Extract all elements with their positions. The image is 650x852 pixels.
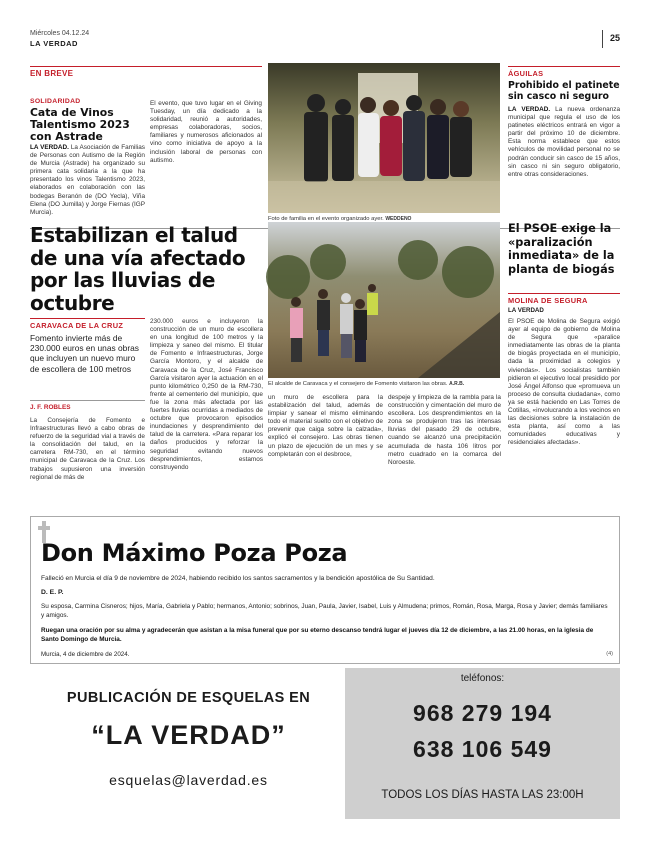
main-headline: Estabilizan el talud de una vía afectado por las lluvias de octubre bbox=[30, 223, 246, 315]
ad-left-panel bbox=[32, 668, 345, 819]
event-caption-text: Foto de familia en el evento organizado ayer. bbox=[268, 216, 384, 222]
esquelas-ad bbox=[32, 668, 620, 819]
esquela-ref: (4) bbox=[606, 651, 613, 657]
esquela-rip: D. E. P. bbox=[41, 589, 64, 596]
obras-photo bbox=[268, 222, 500, 378]
event-photo bbox=[268, 63, 500, 213]
esquela-box bbox=[30, 516, 620, 664]
esquela-ruegan: Ruegan una oración por su alma y agradecerán que asistan a la misa funeral que por su eterno descanso tendrá lugar el jueves día 12 de diciembre, a las 21.00 horas, en la iglesia de Santo Domingo de Murcia. bbox=[41, 627, 594, 643]
ad-phones-label: teléfonos: bbox=[460, 673, 505, 684]
obras-photo-caption bbox=[268, 381, 500, 387]
aguilas-rule bbox=[508, 66, 620, 67]
esquela-name: Don Máximo Poza Poza bbox=[41, 539, 348, 567]
ad-phone2[interactable]: 638 106 549 bbox=[413, 736, 552, 762]
solidaridad-title: Cata de Vinos Talentismo 2023 con Astrade bbox=[30, 106, 130, 143]
aguilas-byline: LA VERDAD. bbox=[508, 106, 551, 113]
ad-phone1[interactable]: 968 279 194 bbox=[413, 700, 552, 726]
main-col3: un muro de escollera para la estabilización del talud, además de limpiar y sanear el mismo eliminando todo el material suelto con el objetivo de prevenir que caiga sobre la calzada», explicó el consejero. Las obras tienen un plazo de ejecución de un mes y se completarán con el desbroce, bbox=[268, 394, 383, 458]
ad-right-panel bbox=[345, 668, 620, 819]
aguilas-body-block bbox=[508, 106, 620, 202]
en-breve-label: EN BREVE bbox=[30, 69, 74, 78]
solidaridad-byline: LA VERDAD. bbox=[30, 144, 69, 151]
page-number: 25 bbox=[610, 33, 621, 43]
event-photo-image bbox=[268, 63, 500, 213]
aguilas-kicker: ÁGUILAS bbox=[508, 69, 544, 78]
page-header bbox=[30, 30, 620, 50]
ad-hours: TODOS LOS DÍAS HASTA LAS 23:00H bbox=[381, 789, 584, 801]
obras-photo-image bbox=[268, 222, 500, 378]
psoe-body: El PSOE de Molina de Segura exigió ayer al equipo de gobierno de Molina de Segura que «paralice inmediatamente las obras de la planta de biogás proyectada en el municipio, dada la proximidad a colegios y viviendas». Los socialistas también pidieron el ejecutivo local presidido por José Ángel Alfonso que «promueva un proceso de consulta ciudadana», como ya se está haciendo en Las Torres de Cotillas, «involucrando a los vecinos en las decisiones sobre la instalación de esta planta, así como a las comunidades educativas y residenciales afectadas». bbox=[508, 318, 620, 447]
esquela-place-date: Murcia, 4 de diciembre de 2024. bbox=[41, 651, 130, 658]
molina-rule bbox=[508, 293, 620, 294]
obras-caption-text: El alcalde de Caravaca y el consejero de Fomento visitaron las obras. bbox=[268, 381, 448, 387]
header-divider bbox=[602, 30, 603, 48]
aguilas-body: La nueva ordenanza municipal que regula el uso de los patinetes eléctricos entrará en vigor a partir del próximo 10 de diciembre. Esta norma establece que estos vehículos de movilidad personal no se podrán conducir sin casco de 15 años, sin casco ni sin seguro obligatorio, entre otras consideraciones. bbox=[508, 106, 621, 178]
main-col4: despeje y limpieza de la rambla para la construcción y cimentación del muro de escollera. Los desprendimientos en la zona se produjeron tras las intensas lluvias del pasado 29 de octubre, cuando se alcanzó una precipitación acumulada de hasta 106 litros por metro cuadrado en la comarca del Noroeste. bbox=[388, 394, 501, 466]
solidaridad-kicker: SOLIDARIDAD bbox=[30, 98, 81, 105]
main-byline: J. F. ROBLES bbox=[30, 404, 71, 411]
psoe-byline: LA VERDAD bbox=[508, 307, 544, 314]
main-subtitle: Fomento invierte más de 230.000 euros en unas obras que incluyen un nuevo muro de escollera de 100 metros bbox=[30, 333, 139, 374]
molina-kicker: MOLINA DE SEGURA bbox=[508, 296, 588, 305]
solidaridad-col2: El evento, que tuvo lugar en el Giving Tuesday, un día dedicado a la solidaridad, reunió a autoridades, empresas colaboradoras, socios, familiares y numerosos aficionados al vino como iniciativa de apoyo a la inclusión laboral de personas con autismo. bbox=[150, 100, 262, 164]
caravaca-kicker: CARAVACA DE LA CRUZ bbox=[30, 321, 124, 330]
ad-line2: “LA VERDAD” bbox=[91, 720, 286, 750]
esquela-line1: Falleció en Murcia el día 9 de noviembre de 2024, habiendo recibido los santos sacramentos y la bendición apostólica de Su Santidad. bbox=[41, 575, 435, 582]
caravaca-rule bbox=[30, 318, 145, 319]
solidaridad-col1-text: La Asociación de Familias de Personas con Autismo de la Región de Murcia (Astrade) ha organizado su primera cata solidaria a la que ha presentado los vinos Talentismo 2023, elaborados en colaboración con las bodegas Beranón de (DO Yecla), Viña Elena (DO Jumilla) y Jorge Fiernas (IGP Murcia). bbox=[30, 144, 145, 216]
main-col2: 230.000 euros e incluyeron la construcción de un muro de escollera en una longitud de 100 metros y la limpieza y saneo del mismo. El titular de Fomento e Infraestructuras, Jorge García Montoro, y el alcalde de Caravaca de la Cruz, José Francisco García visitaron ayer la actuación en el punto kilométrico 0,250 de la RM-730, frente al cementerio del municipio, que fue la zona más afectada por las fuertes lluvias ocurridas a mediados de octubre que provocaron episodios inundaciones y desprendimiento del talud de la carretera. «Para reparar los daños producidos y reforzar la seguridad evitando nuevos desprendimientos, estamos construyendo bbox=[150, 318, 263, 471]
event-caption-credit: WEDDENO bbox=[385, 216, 412, 222]
ad-email[interactable]: esquelas@laverdad.es bbox=[109, 772, 268, 788]
en-breve-rule bbox=[30, 66, 262, 67]
solidaridad-col1 bbox=[30, 144, 145, 216]
header-paper: LA VERDAD bbox=[30, 39, 78, 48]
aguilas-title: Prohibido el patinete sin casco ni seguro bbox=[508, 80, 620, 102]
obras-caption-credit: A.R.B. bbox=[449, 381, 465, 387]
header-date: Miércoles 04.12.24 bbox=[30, 30, 90, 37]
main-col1: La Consejería de Fomento e Infraestructuras llevó a cabo obras de refuerzo de la seguridad vial a través de la consolidación del talud, en la carretera RM-730, en el término municipal de Caravaca de la Cruz. Los trabajos supusieron una inversión regional de más de bbox=[30, 417, 145, 481]
psoe-title: El PSOE exige la «paralización inmediata» de la planta de biogás bbox=[508, 222, 615, 276]
byline-rule bbox=[30, 400, 145, 401]
esquela-family: Su esposa, Carmina Cisneros; hijos, María, Gabriela y Pablo; hermanos, Antonio; sobrinos, Juan, Paula, Javier, Isabel, Luis y Almudena; primos, Román, Rosa, Marga, Rosa y Javier; demás familiares y amigos. bbox=[41, 603, 608, 619]
ad-line1: PUBLICACIÓN DE ESQUELAS EN bbox=[66, 690, 311, 706]
